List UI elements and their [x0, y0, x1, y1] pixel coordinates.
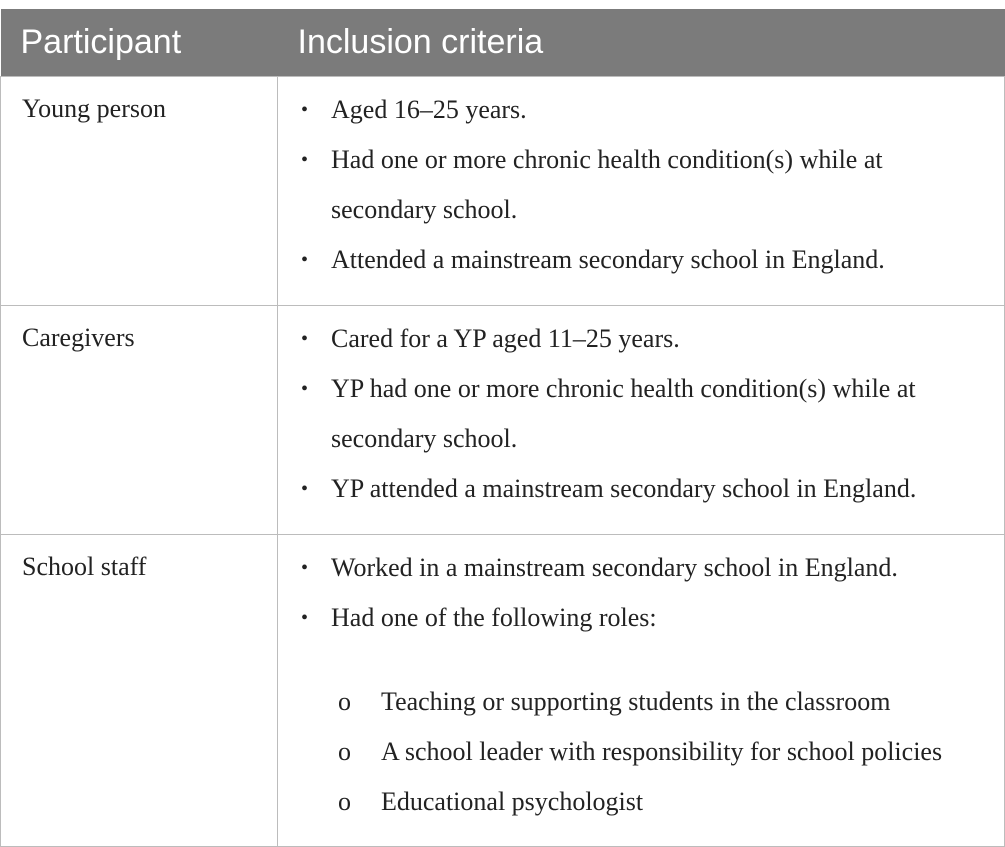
list-item: [278, 135, 1004, 235]
list-item: [278, 777, 1004, 827]
role-text: Educational psychologist: [381, 787, 644, 816]
criterion-text: Worked in a mainstream secondary school in England.: [331, 553, 898, 582]
participant-cell: School staff: [1, 535, 278, 847]
criteria-cell: [278, 77, 1005, 306]
sub-bullet-icon: o: [338, 787, 351, 816]
criterion-text: YP had one or more chronic health condition(s) while at secondary school.: [331, 374, 916, 453]
criterion-text: Cared for a YP aged 11–25 years.: [331, 324, 680, 353]
participant-cell: Caregivers: [1, 306, 278, 535]
table-header-row: [1, 9, 1005, 77]
sub-bullet-icon: o: [338, 687, 351, 716]
bullet-icon: •: [301, 249, 309, 271]
bullet-icon: •: [301, 478, 309, 500]
criteria-list: [278, 85, 1004, 285]
list-item: [278, 364, 1004, 464]
bullet-icon: •: [301, 607, 309, 629]
criteria-cell: [278, 306, 1005, 535]
criteria-list: [278, 314, 1004, 514]
roles-list: [278, 677, 1004, 827]
sub-bullet-icon: o: [338, 737, 351, 766]
bullet-icon: •: [301, 328, 309, 350]
bullet-icon: •: [301, 99, 309, 121]
list-item: [278, 727, 1004, 777]
table-row: [1, 77, 1005, 306]
list-item: [278, 464, 1004, 514]
list-item: [278, 85, 1004, 135]
criterion-text: Had one of the following roles:: [331, 603, 657, 632]
participant-cell: Young person: [1, 77, 278, 306]
list-item: [278, 593, 1004, 643]
table-row: [1, 306, 1005, 535]
list-item: [278, 314, 1004, 364]
criteria-list: [278, 543, 1004, 643]
criterion-text: Attended a mainstream secondary school in England.: [331, 245, 885, 274]
list-item: [278, 235, 1004, 285]
inclusion-criteria-table: [0, 9, 1005, 847]
list-item: [278, 543, 1004, 593]
role-text: Teaching or supporting students in the classroom: [381, 687, 891, 716]
criterion-text: Had one or more chronic health condition(s) while at secondary school.: [331, 145, 883, 224]
header-inclusion-criteria: Inclusion criteria: [278, 9, 1005, 77]
bullet-icon: •: [301, 378, 309, 400]
bullet-icon: •: [301, 149, 309, 171]
criterion-text: Aged 16–25 years.: [331, 95, 527, 124]
role-text: A school leader with responsibility for school policies: [381, 737, 943, 766]
bullet-icon: •: [301, 557, 309, 579]
table-row: [1, 535, 1005, 847]
header-participant: Participant: [1, 9, 278, 77]
criterion-text: YP attended a mainstream secondary school in England.: [331, 474, 917, 503]
list-spacer: [278, 643, 1004, 677]
list-item: [278, 677, 1004, 727]
criteria-cell: [278, 535, 1005, 847]
